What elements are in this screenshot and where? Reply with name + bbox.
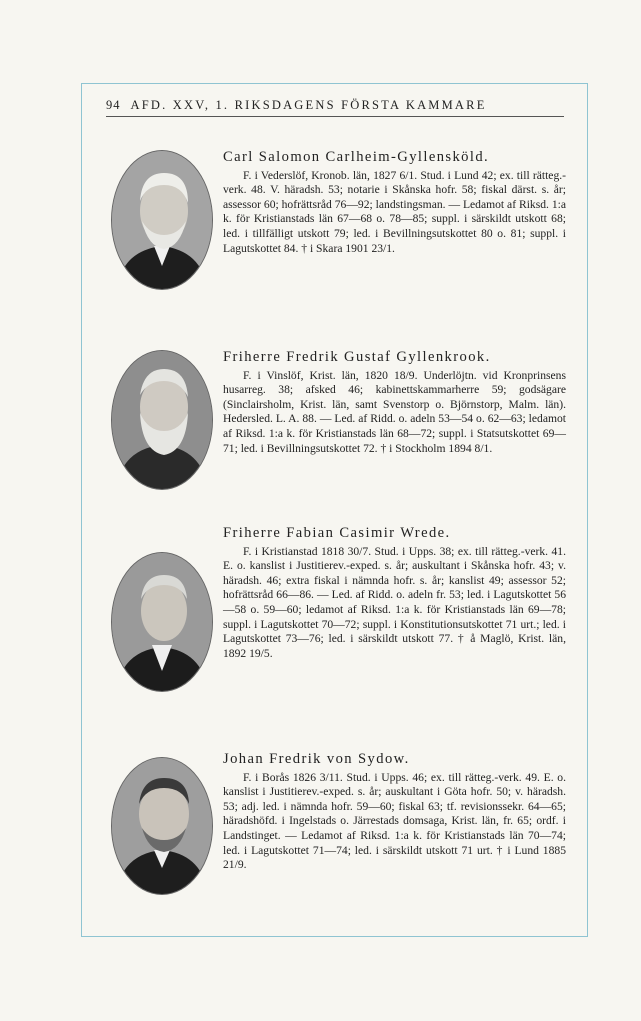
person-name: Friherre Fabian Casimir Wrede.: [223, 525, 451, 541]
person-name: Carl Salomon Carlheim-Gyllensköld.: [223, 149, 490, 165]
portrait-von-sydow: [111, 757, 213, 895]
person-name: Johan Fredrik von Sydow.: [223, 751, 410, 767]
bio-entry-4: [223, 752, 566, 873]
header-title: AFD. XXV, 1. RIKSDAGENS FÖRSTA KAMMARE: [130, 98, 487, 112]
portrait-carlheim-gyllenskold: [111, 150, 213, 290]
bio-text: F. i Borås 1826 3/11. Stud. i Upps. 46; ex. till rätteg.-verk. 49. E. o. kanslist i Justitierev.-exped. s. år; auskultant i Göta hofr. 50; v. häradsh. 53; adj. led. i nämnda hofr. 59—60; fiskal 63; tf. revisionssekr. 64—65; häradshöfd. i Ingelstads o. Järrestads domsaga, Krist. län, fr. 65; ordf. i Landstinget. — Ledamot af Riksd. 1:a k. för Kristianstads län 70—74; led. i Lagutskottet 71—74; led. i särskildt utskott 71 urt. † i Lund 1885 21/9.: [223, 770, 566, 872]
bio-entry-2: [223, 350, 566, 456]
bio-text: F. i Vinslöf, Krist. län, 1820 18/9. Underlöjtn. vid Kronprinsens husarreg. 38; afsked 46; kabinettskammarherre 59; godsägare (Sinclairsholm, Krist. län, samt Svenstorp o. Björnstorp, Malm. län). Hedersled. L. A. 88. — Led. af Ridd. o. adeln 53—54 o. 62—63; ledamot af Riksd. 1:a k. för Kristianstads län 68—72; suppl. i Statsutskottet 69—71; led. i Bevillningsutskottet 72. † i Stockholm 1894 8/1.: [223, 368, 566, 455]
person-name: Friherre Fredrik Gustaf Gyllenkrook.: [223, 349, 491, 365]
bio-entry-3: [223, 526, 566, 661]
bio-entry-1: [223, 150, 566, 256]
bio-text: F. i Vederslöf, Kronob. län, 1827 6/1. Stud. i Lund 42; ex. till rätteg.-verk. 48. V. häradsh. 53; notarie i Skånska hofr. 58; fiskal därst. s. år; assessor 60; hofrättsråd 76—92; landstingsman. — Ledamot af Riksd. 1:a k. för Kristianstads län 67—68 o. 78—85; suppl. i särskildt utskott 68; led. i tillfälligt utskott 79; led. i Bevillningsutskottet 80 o. 81; suppl. i Lagutskottet 84. † i Skara 1901 23/1.: [223, 168, 566, 255]
bio-text: F. i Kristianstad 1818 30/7. Stud. i Upps. 38; ex. till rätteg.-verk. 41. E. o. kanslist i Justitierev.-exped. s. år; auskultant i Skånska hofr. 43; v. häradsh. 46; extra fiskal i nämnda hofr. s. år; kanslist 49; assessor 52; hofrättsråd 66—86. — Led. af Ridd. o. adeln fr. 53; led. i Lagutskottet 56—58 o. 59—60; ledamot af Riksd. 1:a k. för Kristianstads län 69—78; suppl. i Lagutskottet 70—72; suppl. i Konstitutionsutskottet 71 urt.; led. i Lagutskottet 73—76; led. i särskildt utskott 77. † å Maglö, Krist. län, 1892 19/5.: [223, 544, 566, 660]
running-header: [106, 98, 564, 117]
portrait-wrede: [111, 552, 213, 692]
portrait-gyllenkrook: [111, 350, 213, 490]
page-number: 94: [106, 98, 121, 112]
